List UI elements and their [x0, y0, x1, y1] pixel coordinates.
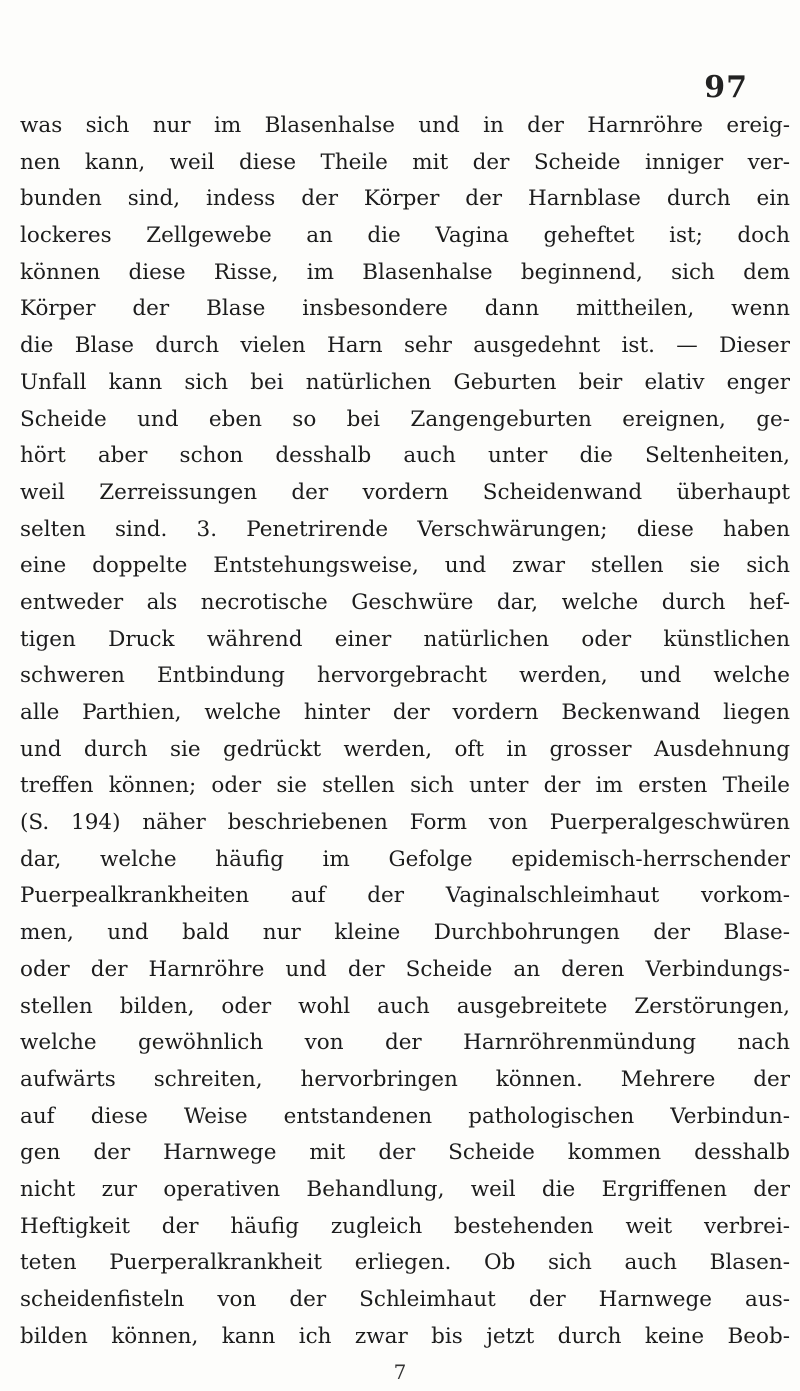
text-line: entweder als necrotische Geschwüre dar, welche durch hef- — [20, 589, 790, 615]
page-number: 97 — [704, 70, 748, 105]
text-line: oder der Harnröhre und der Scheide an deren Verbindungs- — [20, 956, 790, 982]
text-line: nen kann, weil diese Theile mit der Scheide inniger ver- — [20, 149, 790, 175]
text-line: welche gewöhnlich von der Harnröhrenmündung nach — [20, 1030, 790, 1056]
text-line: selten sind. 3. Penetrirende Verschwärungen; diese haben — [20, 516, 790, 542]
body-text — [20, 108, 790, 1355]
text-line: nicht zur operativen Behandlung, weil die Ergriffenen der — [20, 1176, 790, 1202]
text-line: hört aber schon desshalb auch unter die Seltenheiten, — [20, 443, 790, 469]
text-line: auf diese Weise entstandenen pathologischen Verbindun- — [20, 1103, 790, 1129]
text-line: was sich nur im Blasenhalse und in der Harnröhre ereig- — [20, 113, 790, 138]
text-line: die Blase durch vielen Harn sehr ausgedehnt ist. — Dieser — [20, 333, 790, 359]
text-line: (S. 194) näher beschriebenen Form von Puerperalgeschwüren — [20, 810, 790, 836]
text-line: gen der Harnwege mit der Scheide kommen desshalb — [20, 1140, 790, 1166]
text-line: lockeres Zellgewebe an die Vagina geheftet ist; doch — [20, 223, 790, 249]
text-line: treffen können; oder sie stellen sich unter der im ersten Theile — [20, 773, 790, 799]
text-line: können diese Risse, im Blasenhalse beginnend, sich dem — [20, 259, 790, 285]
text-line: dar, welche häufig im Gefolge epidemisch-herrschender — [20, 846, 790, 872]
text-line: alle Parthien, welche hinter der vordern Beckenwand liegen — [20, 700, 790, 725]
text-line: Puerpealkrankheiten auf der Vaginalschleimhaut vorkom- — [20, 883, 790, 909]
text-line: eine doppelte Entstehungsweise, und zwar stellen sie sich — [20, 553, 790, 579]
text-line: bilden können, kann ich zwar bis jetzt durch keine Beob- — [20, 1323, 790, 1349]
text-line: teten Puerperalkrankheit erliegen. Ob sich auch Blasen- — [20, 1250, 790, 1276]
text-line: schweren Entbindung hervorgebracht werden, und welche — [20, 663, 790, 689]
text-line: und durch sie gedrückt werden, oft in grosser Ausdehnung — [20, 736, 790, 762]
text-line: Heftigkeit der häufig zugleich bestehenden weit verbrei- — [20, 1213, 790, 1239]
text-line: weil Zerreissungen der vordern Scheidenwand überhaupt — [20, 479, 790, 505]
text-line: Unfall kann sich bei natürlichen Geburten beir elativ enger — [20, 369, 790, 395]
text-line: stellen bilden, oder wohl auch ausgebreitete Zerstörungen, — [20, 993, 790, 1019]
signature-mark: 7 — [393, 1360, 407, 1384]
text-line: bunden sind, indess der Körper der Harnblase durch ein — [20, 186, 790, 212]
text-line: tigen Druck während einer natürlichen oder künstlichen — [20, 626, 790, 652]
text-line: men, und bald nur kleine Durchbohrungen der Blase- — [20, 920, 790, 946]
text-line: aufwärts schreiten, hervorbringen können. Mehrere der — [20, 1066, 790, 1092]
text-line: scheidenfisteln von der Schleimhaut der Harnwege aus- — [20, 1287, 790, 1312]
text-line: Körper der Blase insbesondere dann mittheilen, wenn — [20, 296, 790, 322]
text-line: Scheide und eben so bei Zangengeburten ereignen, ge- — [20, 406, 790, 432]
